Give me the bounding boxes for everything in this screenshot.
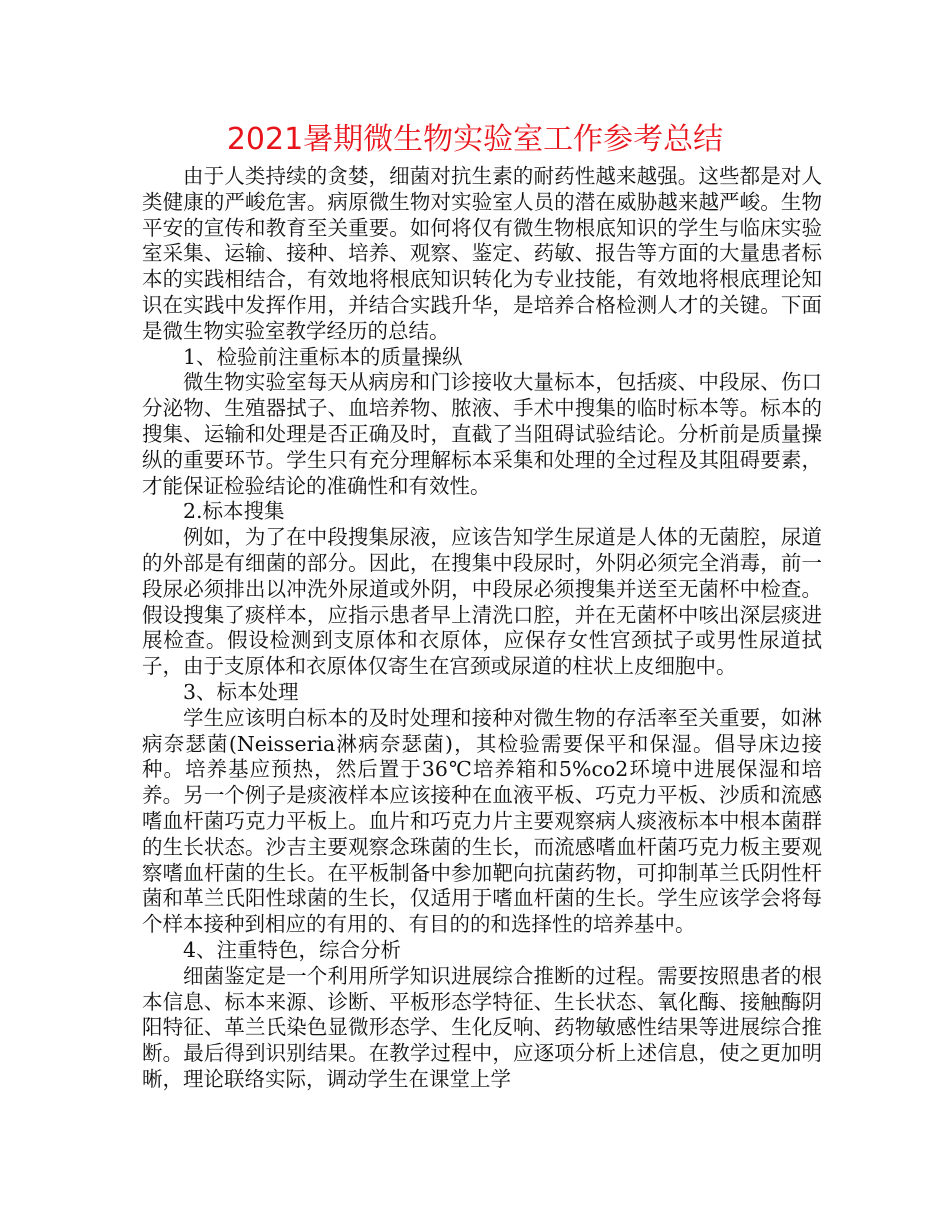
section-heading-1: 1、检验前注重标本的质量操纵 — [183, 344, 463, 369]
document-body — [142, 164, 822, 1093]
section-heading-3: 3、标本处理 — [183, 679, 299, 704]
section-paragraph-4: 细菌鉴定是一个利用所学知识进展综合推断的过程。需要按照患者的根本信息、标本来源、诊断、平板形态学特征、生长状态、氧化酶、接触酶阴阳特征、革兰氏染色显微形态学、生化反响、药物敏感性结果等进展综合推断。最后得到识别结果。在教学过程中，应逐项分析上述信息，使之更加明晰，理论联络实际，调动学生在课堂上学 — [142, 963, 822, 1091]
section-paragraph-1: 微生物实验室每天从病房和门诊接收大量标本，包括痰、中段尿、伤口分泌物、生殖器拭子、血培养物、脓液、手术中搜集的临时标本等。标本的搜集、运输和处理是否正确及时，直截了当阻碍试验结论。分析前是质量操纵的重要环节。学生只有充分理解标本采集和处理的全过程及其阻碍要素，才能保证检验结论的准确性和有效性。 — [142, 370, 822, 498]
intro-paragraph: 由于人类持续的贪婪，细菌对抗生素的耐药性越来越强。这些都是对人类健康的严峻危害。病原微生物对实验室人员的潜在威胁越来越严峻。生物平安的宣传和教育至关重要。如何将仅有微生物根底知识的学生与临床实验室采集、运输、接种、培养、观察、鉴定、药敏、报告等方面的大量患者标本的实践相结合，有效地将根底知识转化为专业技能，有效地将根底理论知识在实践中发挥作用，并结合实践升华，是培养合格检测人才的关键。下面是微生物实验室教学经历的总结。 — [142, 164, 822, 343]
section-heading-2: 2.标本搜集 — [183, 499, 285, 524]
section-heading-4: 4、注重特色，综合分析 — [183, 937, 402, 962]
section-paragraph-2: 例如，为了在中段搜集尿液，应该告知学生尿道是人体的无菌腔，尿道的外部是有细菌的部分。因此，在搜集中段尿时，外阴必须完全消毒，前一段尿必须排出以冲洗外尿道或外阴，中段尿必须搜集并送至无菌杯中检查。假设搜集了痰样本，应指示患者早上清洗口腔，并在无菌杯中咳出深层痰进展检查。假设检测到支原体和衣原体，应保存女性宫颈拭子或男性尿道拭子，由于支原体和衣原体仅寄生在宫颈或尿道的柱状上皮细胞中。 — [142, 525, 822, 679]
document-title: 2021暑期微生物实验室工作参考总结 — [226, 122, 724, 157]
section-paragraph-3: 学生应该明白标本的及时处理和接种对微生物的存活率至关重要，如淋病奈瑟菌(Neisseria淋病奈瑟菌)，其检验需要保平和保湿。倡导床边接种。培养基应预热，然后置于36℃培养箱和5%co2环境中进展保湿和培养。另一个例子是痰液样本应该接种在血液平板、巧克力平板、沙质和流感嗜血杆菌巧克力平板上。血片和巧克力片主要观察病人痰液标本中根本菌群的生长状态。沙吉主要观察念珠菌的生长，而流感嗜血杆菌巧克力板主要观察嗜血杆菌的生长。在平板制备中参加靶向抗菌药物，可抑制革兰氏阴性杆菌和革兰氏阳性球菌的生长，仅适用于嗜血杆菌的生长。学生应该学会将每个样本接种到相应的有用的、有目的的和选择性的培养基中。 — [142, 705, 822, 937]
